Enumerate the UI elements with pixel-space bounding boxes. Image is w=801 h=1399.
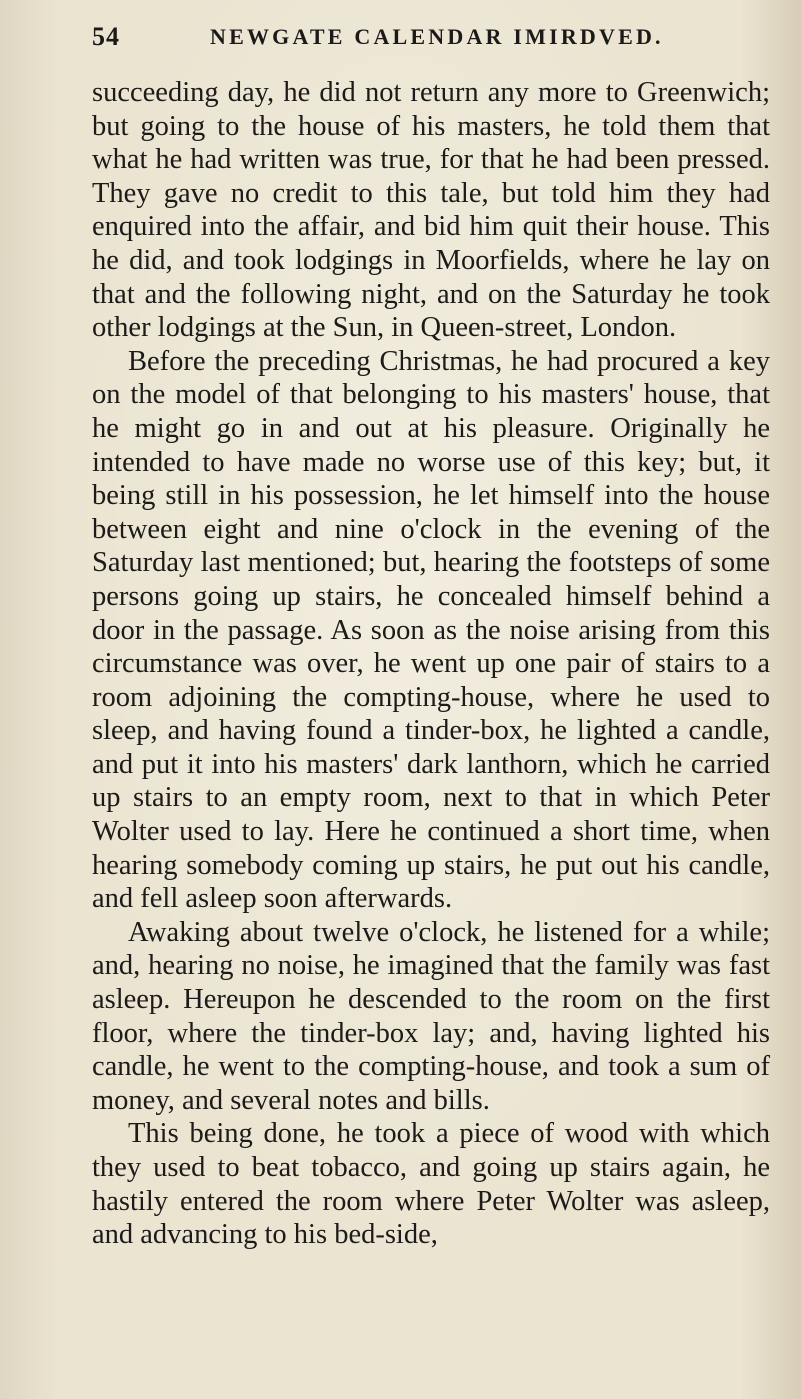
body-text (92, 76, 770, 1252)
page-number: 54 (92, 22, 120, 51)
paragraph-4: This being done, he took a piece of wood with which they used to beat tobacco, and going up stairs again, he hastily entered the room where Peter Wolter was asleep, and advancing to his bed-side, (92, 1118, 770, 1251)
paragraph-1: succeeding day, he did not return any more to Greenwich; but going to the house of his masters, he told them that what he had written was true, for that he had been pressed. They gave no credit to this tale, but told him they had enquired into the affair, and bid him quit their house. This he did, and took lodgings in Moorfields, where he lay on that and the following night, and on the Saturday he took other lodgings at the Sun, in Queen-street, London. (92, 77, 770, 344)
paragraph-2: Before the preceding Christmas, he had procured a key on the model of that belonging to his masters' house, that he might go in and out at his pleasure. Originally he intended to have made no worse use of this key; but, it being still in his possession, he let himself into the house between eight and nine o'clock in the evening of the Saturday last mentioned; but, hearing the footsteps of some persons going up stairs, he concealed himself behind a door in the passage. As soon as the noise arising from this circumstance was over, he went up one pair of stairs to a room adjoining the compting-house, where he used to sleep, and having found a tinder-box, he lighted a candle, and put it into his masters' dark lanthorn, which he carried up stairs to an empty room, next to that in which Peter Wolter used to lay. Here he continued a short time, when hearing somebody coming up stairs, he put out his candle, and fell asleep soon afterwards. (92, 345, 770, 915)
page-header (0, 22, 801, 62)
paragraph-3: Awaking about twelve o'clock, he listened for a while; and, hearing no noise, he imagined that the family was fast asleep. Hereupon he descended to the room on the first floor, where the tinder-box lay; and, having lighted his candle, he went to the compting-house, and took a sum of money, and several notes and bills. (92, 916, 770, 1116)
running-title: NEWGATE CALENDAR IMIRDVED. (210, 24, 664, 49)
